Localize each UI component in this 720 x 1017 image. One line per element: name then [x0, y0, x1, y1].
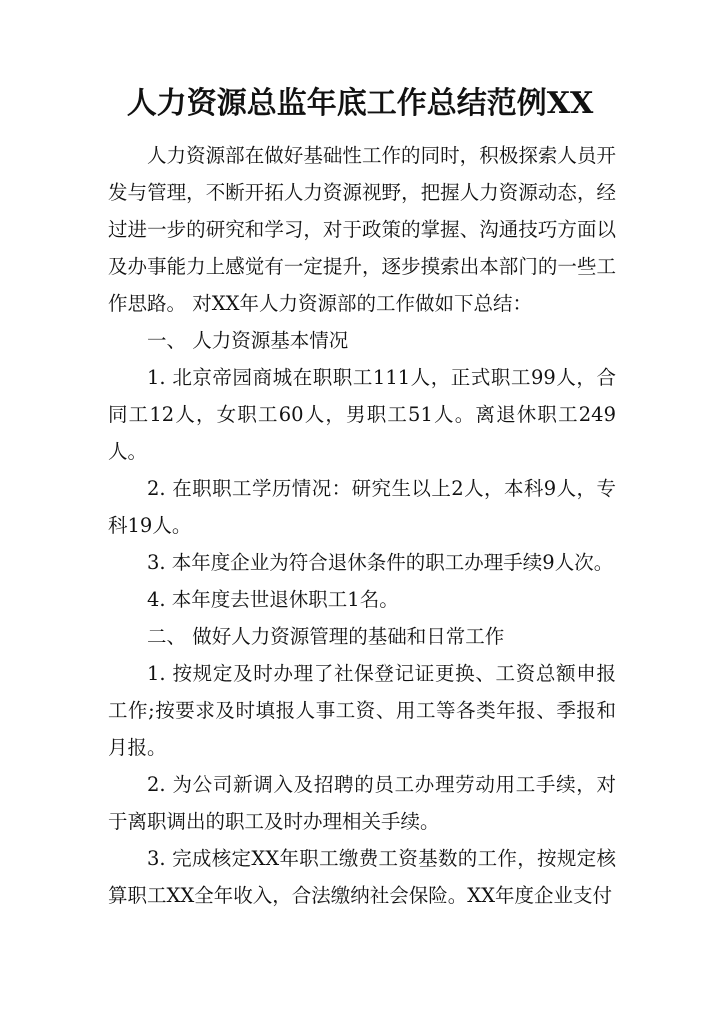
document-body: [108, 137, 616, 914]
paragraph-item: 3. 本年度企业为符合退休条件的职工办理手续9人次。: [147, 551, 614, 574]
document-title: 人力资源总监年底工作总结范例XX: [126, 86, 594, 121]
paragraph-item: 1. 北京帝园商城在职职工111人，正式职工99人，合同工12人，女职工60人，男职工51人。离退休职工249人。: [108, 366, 616, 463]
paragraph-item: 4. 本年度去世退休职工1名。: [147, 588, 399, 611]
section-heading-1: 一、 人力资源基本情况: [147, 329, 349, 352]
paragraph-item: 2. 为公司新调入及招聘的员工办理劳动用工手续，对于离职调出的职工及时办理相关手续。: [108, 773, 616, 833]
section-heading-2: 二、 做好人力资源管理的基础和日常工作: [147, 625, 505, 648]
paragraph-item: 1. 按规定及时办理了社保登记证更换、工资总额申报工作;按要求及时填报人事工资、用工等各类年报、季报和月报。: [108, 662, 616, 759]
paragraph-item: 3. 完成核定XX年职工缴费工资基数的工作，按规定核算职工XX全年收入，合法缴纳社会保险。XX年度企业支付: [108, 847, 616, 907]
paragraph-intro: 人力资源部在做好基础性工作的同时，积极探索人员开发与管理，不断开拓人力资源视野，把握人力资源动态，经过进一步的研究和学习，对于政策的掌握、沟通技巧方面以及办事能力上感觉有一定提升，逐步摸索出本部门的一些工作思路。 对XX年人力资源部的工作做如下总结：: [108, 144, 616, 315]
paragraph-item: 2. 在职职工学历情况：研究生以上2人，本科9人，专科19人。: [108, 477, 616, 537]
